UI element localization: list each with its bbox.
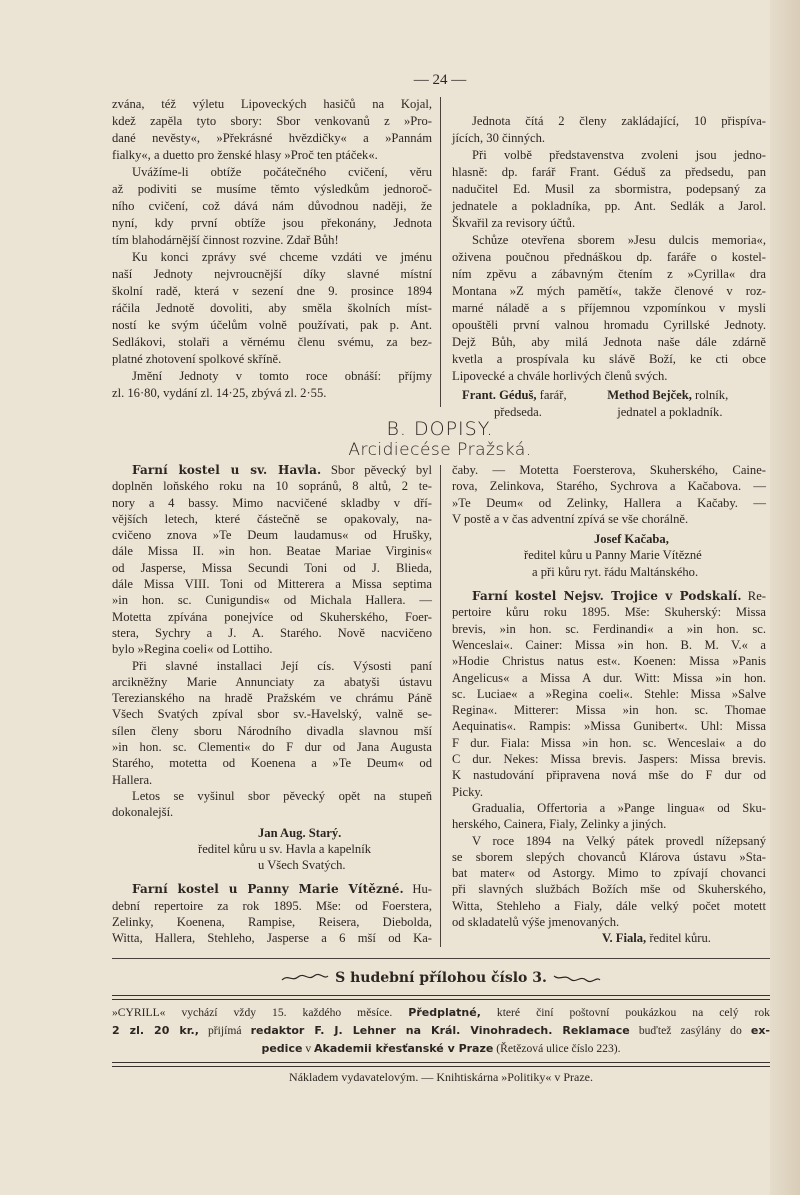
notice-line	[112, 1004, 770, 1022]
text-line: platné zhotovení spolkové skříně.	[112, 352, 282, 366]
text-line: Všech Svatých zpíval sbor sv.-Havelský, valně se-	[112, 707, 432, 722]
text-line: Při slavné installaci Její cís. Výsosti paní	[132, 658, 432, 673]
notice-emphasis: Akademii křesťanské v Praze	[314, 1042, 494, 1055]
text-line: Zelinky, Koenena, Rampise, Reisera, Diebolda,	[112, 915, 432, 930]
signature-name: Jan Aug. Starý.	[258, 825, 342, 840]
notice-line	[112, 1040, 770, 1058]
text-line	[452, 588, 766, 604]
paragraph	[452, 800, 766, 833]
text-line: »in hon. sc. Cunigundis« od Michala Hallera. —	[112, 593, 432, 608]
text-line: dané nevěsty«, »Překrásné hvězdičky« a »Pannám	[112, 131, 432, 145]
text-line: rova, Zelinkova, Starého, Sychrova a Kačabova. —	[452, 479, 766, 494]
text-line: kvetla a prospívala ku slávě Boží, ke cti obce	[452, 352, 766, 366]
text-line: až podiviti se musíme těmto výsledkům jednoroč-	[112, 182, 432, 196]
page-number: — 24 —	[413, 72, 467, 88]
paragraph	[112, 788, 432, 821]
signature-title: ředitel kůru u sv. Havla a kapelník	[198, 841, 371, 856]
text-line: školní radě, která v sezení dne 9. prosince 1894	[112, 284, 432, 298]
notice-text: které činí poštovní poukázkou na celý rok	[480, 1006, 770, 1019]
text-line: sc. Luciae« a »Regina coeli«. Stehle: Missa »Salve	[452, 686, 766, 701]
paragraph	[112, 164, 432, 249]
flourish-left-icon	[280, 972, 330, 984]
signature-role: předseda.	[494, 405, 542, 419]
paragraph	[112, 658, 432, 788]
text-line: bylo »Regina coeli« od Lottiho.	[112, 642, 273, 657]
paragraph-lead: Farní kostel u Panny Marie Vítězné.	[132, 882, 404, 897]
notice-text: buďtež zasýlány do	[629, 1024, 751, 1037]
text-line: stera, Sychry a J. A. Starého. Nově nacvičeno	[112, 625, 432, 640]
notice-emphasis: ex-	[750, 1024, 770, 1037]
text-line: Wenceslai«. Cainer: Missa »in hon. B. M. V.« a	[452, 637, 766, 652]
text-line: Regina«. Mitterer: Missa »in hon. sc. Thomae	[452, 703, 766, 718]
text-line: Sedlákovi, stolaři a věrnému členu svému, za bez-	[112, 335, 432, 349]
text-line: hlasně: dp. farář Frant. Géduš za předsedu, pan	[452, 165, 766, 179]
text-line: »in hon. sc. Clementi« do F dur od Jana Augusta	[112, 740, 432, 755]
signature-occupation: ředitel kůru.	[646, 931, 711, 946]
text-line: opouštěli první valnou hromadu Cyrillské Jednoty.	[452, 318, 766, 332]
text-line: Witta, Stehleho a Fialy, dále velký počet motett	[452, 898, 766, 913]
text-line: čaby. — Motetta Foersterova, Skuherského, Caine-	[452, 463, 766, 477]
signature-occupation: farář,	[536, 388, 567, 402]
notice-text: »CYRILL« vychází vždy 15. každého měsíce.	[112, 1006, 409, 1019]
signature-name-line	[462, 387, 607, 404]
signature-title: u Všech Svatých.	[258, 858, 346, 873]
text-line: Jednota čítá 2 členy zakládající, 10 přispíva-	[472, 114, 766, 128]
section-subheading: Arcidiecése Pražská.	[348, 440, 532, 460]
text-line: Terezianského na hradě Pražském ve chrámu Páně	[112, 691, 432, 706]
text-line: Letos se vyšinul sbor pěvecký opět na stupeň	[132, 788, 432, 803]
signature-name: Frant. Géduš,	[462, 388, 537, 402]
text-line: fialky«, a duetto pro ženské hlasy »Proč ten ptáček«.	[112, 148, 378, 162]
text-line: V postě a v čas adventní zpívá se vše chorálně.	[452, 511, 689, 526]
flourish-right-icon	[552, 972, 602, 984]
text-line: Dejž Bůh, aby milá Jednota naše dále zdárně	[452, 335, 766, 349]
paragraph	[452, 232, 766, 385]
text-line: oživena poučnou přednáškou dp. faráře o kostel-	[452, 250, 766, 264]
notice-emphasis: Předplatné,	[408, 1006, 481, 1019]
notice-line	[112, 1022, 770, 1040]
text-line: zl. 16·80, vydání zl. 14·25, zbývá zl. 2·55.	[112, 386, 327, 400]
text-line: Angelicus« a Missa A dur. Witt: Missa »in hon.	[452, 670, 766, 685]
imprint: Nákladem vydavatelovým. — Knihtiskárna »Politiky« v Praze.	[289, 1070, 593, 1084]
paragraph	[112, 881, 432, 946]
text-line: Uvážíme-li obtíže počátečného cvičení, věru	[132, 165, 432, 179]
text-line: F dur. Fiala: Missa »in hon. sc. Wenceslai« a do	[452, 735, 766, 750]
paragraph	[112, 368, 432, 402]
text-line: Lipovecké a chvále horlivých členů svých.	[452, 369, 668, 383]
text-line: Při volbě představenstva zvoleni jsou jedno-	[472, 148, 766, 162]
divider-rule	[112, 958, 770, 959]
column-rule	[440, 97, 441, 407]
text-line: dále Missa II. »in hon. Beatae Mariae Virginis«	[112, 544, 432, 559]
text-line: Hallera.	[112, 772, 153, 787]
signature-role: jednatel a pokladník.	[617, 405, 723, 419]
text-line: dále Missa VIII. Toni od Mitterera a Missa septima	[112, 577, 432, 592]
text-line: Škvařil za revisory účtů.	[452, 216, 576, 230]
text-line: »Te Deum« od Zelinky, Hallera a Kačaby. —	[452, 495, 766, 510]
text-line: Picky.	[452, 784, 484, 799]
signature-line	[452, 930, 766, 946]
text-line: K nastudování připravena nová mše do F dur od	[452, 768, 766, 783]
text-line: Jmění Jednoty v tomto roce obnáší: příjmy	[132, 369, 432, 383]
signature-title: ředitel kůru u Panny Marie Vítězné	[524, 548, 702, 563]
column-rule	[440, 465, 441, 947]
text-line: doplněn loňského roku na 10 sopránů, 8 altů, 2 te-	[112, 479, 432, 494]
section-heading: B. DOPISY.	[386, 418, 494, 440]
column-bottom-right	[452, 462, 766, 947]
text-line: ností ke svým účelům volně používati, pak p. Ant.	[112, 318, 432, 332]
text-line: brevis, »in hon. sc. Ferdinandi« a »in hon. sc.	[452, 621, 766, 636]
notice-text: přijímá	[198, 1024, 251, 1037]
paragraph	[452, 113, 766, 147]
signature-name-line	[607, 387, 766, 404]
signature	[452, 930, 766, 946]
notice-emphasis: redaktor F. J. Lehner na Král. Vinohradech. Reklamace	[250, 1024, 630, 1037]
text-line: dokonalejší.	[112, 805, 174, 820]
double-rule	[112, 1062, 770, 1067]
music-supplement-note	[112, 970, 770, 986]
text-line: sílen členy sboru Národního divadla slavnou mší	[112, 723, 432, 738]
text-line	[112, 881, 432, 897]
text-line: naší Jednoty nejvroucnější díky slavné místní	[112, 267, 432, 281]
text-line: dební repertoire za rok 1895. Mše: od Foerstera,	[112, 898, 432, 913]
text-line: Gradualia, Offertoria a »Pange lingua« od Sku-	[472, 800, 766, 815]
text-line: »Hodie Christus natus est«. Koenen: Missa »Panis	[452, 654, 766, 669]
text-line: tím blahodárnější činnost rozvine. Zdař Bůh!	[112, 233, 339, 247]
paragraph	[452, 462, 766, 527]
text-line: nory a 4 bassy. Mimo nacvičené skladby v dří-	[112, 495, 432, 510]
notice-text: (Řetězová ulice číslo 223).	[493, 1042, 621, 1055]
text-line: Witta, Hallera, Stehleho, Jasperse a 6 mší od Ka-	[112, 931, 432, 946]
signature-title: a při kůru ryt. řádu Maltánského.	[532, 564, 699, 579]
signature	[452, 531, 766, 580]
text-line: kdež zapěla tyto sbory: Sbor venkovanů z »Pro-	[112, 114, 432, 128]
text-line: Montana »Z mých pamětí«, takže členové v roz-	[452, 284, 766, 298]
paragraph-lead: Farní kostel Nejsv. Trojice v Podskalí.	[472, 589, 742, 604]
text-line: nadučitel Ed. Musil za sbormistra, podepsaný za	[452, 182, 766, 196]
text-run: Hu-	[403, 882, 433, 897]
notice-emphasis: 2 zl. 20 kr.,	[112, 1024, 199, 1037]
text-line: jících, 30 činných.	[452, 131, 546, 145]
text-line: Starého, motetta od Koenena a »Te Deum« od	[112, 756, 432, 771]
paragraph-lead: Farní kostel u sv. Havla.	[132, 463, 322, 477]
text-run: Re-	[741, 589, 766, 604]
signature-occupation: rolník,	[691, 388, 729, 402]
column-top-left	[112, 96, 432, 402]
supplement-text: S hudební přílohou číslo 3.	[335, 970, 547, 986]
signature-name: Method Bejček,	[607, 388, 692, 402]
text-line: bat mater« od Astorgy. Mimo to zpívají chovanci	[452, 866, 766, 881]
signatures	[452, 387, 766, 421]
text-line: Motetta zpívána ponejvíce od Skuherského, Foer-	[112, 609, 432, 624]
text-line: ráčila Jednotě dovoliti, aby směla školních míst-	[112, 301, 432, 315]
text-line: zvána, též výletu Lipoveckých hasičů na Kojal,	[112, 97, 432, 111]
double-rule	[112, 995, 770, 1000]
text-line: pertoire kůru roku 1895. Mše: Skuherský: Missa	[452, 605, 766, 620]
text-line: ního cvičení, což dává nám důvodnou naději, že	[112, 199, 432, 213]
text-run: Sbor pěvecký byl	[321, 463, 432, 477]
text-line: nyní, kdy první obtíže jsou překonány, Jednota	[112, 216, 432, 230]
signature	[452, 387, 607, 421]
column-top-right	[452, 113, 766, 421]
signature	[112, 825, 432, 874]
signature	[607, 387, 766, 421]
text-line: jednatele a pokladníka, pp. Ant. Sedlák a Jarol.	[452, 199, 766, 213]
text-line: od skladatelů výše jmenovaných.	[452, 915, 620, 930]
signature-name: Josef Kačaba,	[594, 532, 669, 547]
text-line: od Jasperse, Missa Secundi Toni od J. Blieda,	[112, 560, 432, 575]
notice-text: v	[302, 1042, 315, 1055]
text-line: vějších letech, které částečně se opakovaly, na-	[112, 511, 432, 526]
paragraph	[452, 588, 766, 800]
paragraph	[112, 462, 432, 658]
paragraph	[452, 833, 766, 931]
text-line: ním zpěvu a zábavným čtením z »Cyrilla« dra	[452, 267, 766, 281]
subscription-notice	[112, 1004, 770, 1058]
text-line	[112, 462, 432, 478]
paragraph	[112, 96, 432, 164]
notice-emphasis: pedice	[261, 1042, 303, 1055]
signature-name: V. Fiala,	[602, 931, 647, 946]
paragraph	[112, 249, 432, 368]
text-line: při slavných službách Božích mše od Skuherského,	[452, 882, 766, 897]
text-line: cvičeno znova »Te Deum laudamus« od Hrušky,	[112, 528, 432, 543]
scan-page-edge	[770, 0, 800, 1195]
text-line: Aequinatis«. Rampis: »Missa Gunibert«. Uhl: Missa	[452, 719, 766, 734]
text-line: marné náladě a s příjemnou vzpomínkou v mysli	[452, 301, 766, 315]
text-line: se sborem slepých chovanců Klárova ústavu »Sta-	[452, 849, 766, 864]
text-line: V roce 1894 na Velký pátek provedl nížepsaný	[472, 833, 766, 848]
text-line: herského, Cainera, Fialy, Zelinky a jiných.	[452, 817, 667, 832]
text-line: Schůze otevřena sborem »Jesu dulcis memoria«,	[472, 233, 766, 247]
text-line: arcikněžny Marie Annunciaty za abatyši ústavu	[112, 674, 432, 689]
paragraph	[452, 147, 766, 232]
column-bottom-left	[112, 462, 432, 947]
text-line: Ku konci zprávy své chceme vzdáti ve jménu	[132, 250, 432, 264]
text-line: C dur. Nekes: Missa brevis. Jaspers: Missa brevis.	[452, 752, 766, 767]
